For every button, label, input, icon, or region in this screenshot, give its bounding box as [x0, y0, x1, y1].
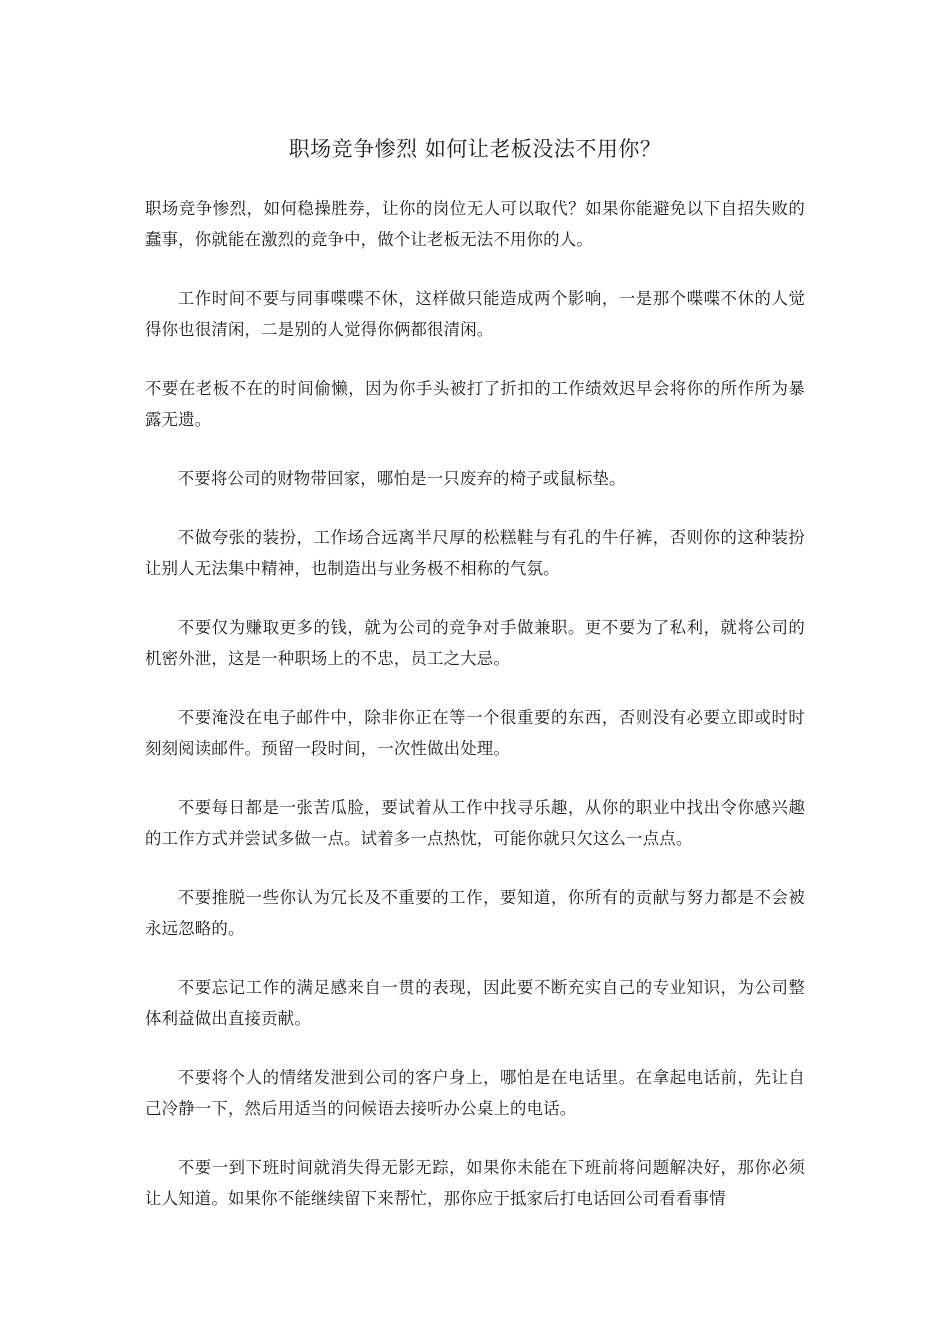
paragraph: 不要将个人的情绪发泄到公司的客户身上，哪怕是在电话里。在拿起电话前，先让自己冷静一下，然后用适当的问候语去接听办公桌上的电话。: [145, 1068, 805, 1118]
paragraph: 不要将公司的财物带回家，哪怕是一只废弃的椅子或鼠标垫。: [177, 469, 626, 488]
paragraph: 不要淹没在电子邮件中，除非你正在等一个很重要的东西，否则没有必要立即或时时刻刻阅读邮件。预留一段时间，一次性做出处理。: [145, 708, 805, 758]
document-body: [145, 193, 805, 1242]
paragraph: 不要忘记工作的满足感来自一贯的表现，因此要不断充实自己的专业知识，为公司整体利益做出直接贡献。: [145, 978, 805, 1028]
paragraph: 不要在老板不在的时间偷懒，因为你手头被打了折扣的工作绩效迟早会将你的所作所为暴露无遗。: [145, 379, 805, 429]
document-title: 职场竞争惨烈 如何让老板没法不用你？: [288, 137, 662, 161]
paragraph: 工作时间不要与同事喋喋不休，这样做只能造成两个影响，一是那个喋喋不休的人觉得你也很清闲，二是别的人觉得你俩都很清闲。: [145, 289, 805, 339]
paragraph: 不要仅为赚取更多的钱，就为公司的竞争对手做兼职。更不要为了私利，就将公司的机密外泄，这是一种职场上的不忠，员工之大忌。: [145, 618, 805, 668]
paragraph: 不要一到下班时间就消失得无影无踪，如果你未能在下班前将问题解决好，那你必须让人知道。如果你不能继续留下来帮忙，那你应于抵家后打电话回公司看看事情: [145, 1158, 805, 1208]
paragraph-intro: 职场竞争惨烈，如何稳操胜券，让你的岗位无人可以取代？如果你能避免以下自招失败的蠢事，你就能在激烈的竞争中，做个让老板无法不用你的人。: [145, 199, 805, 249]
paragraph: 不做夸张的装扮，工作场合远离半尺厚的松糕鞋与有孔的牛仔裤，否则你的这种装扮让别人无法集中精神，也制造出与业务极不相称的气氛。: [145, 528, 805, 578]
paragraph: 不要推脱一些你认为冗长及不重要的工作，要知道，你所有的贡献与努力都是不会被永远忽略的。: [145, 888, 805, 938]
paragraph: 不要每日都是一张苦瓜脸，要试着从工作中找寻乐趣，从你的职业中找出令你感兴趣的工作方式并尝试多做一点。试着多一点热忱，可能你就只欠这么一点点。: [145, 798, 805, 848]
